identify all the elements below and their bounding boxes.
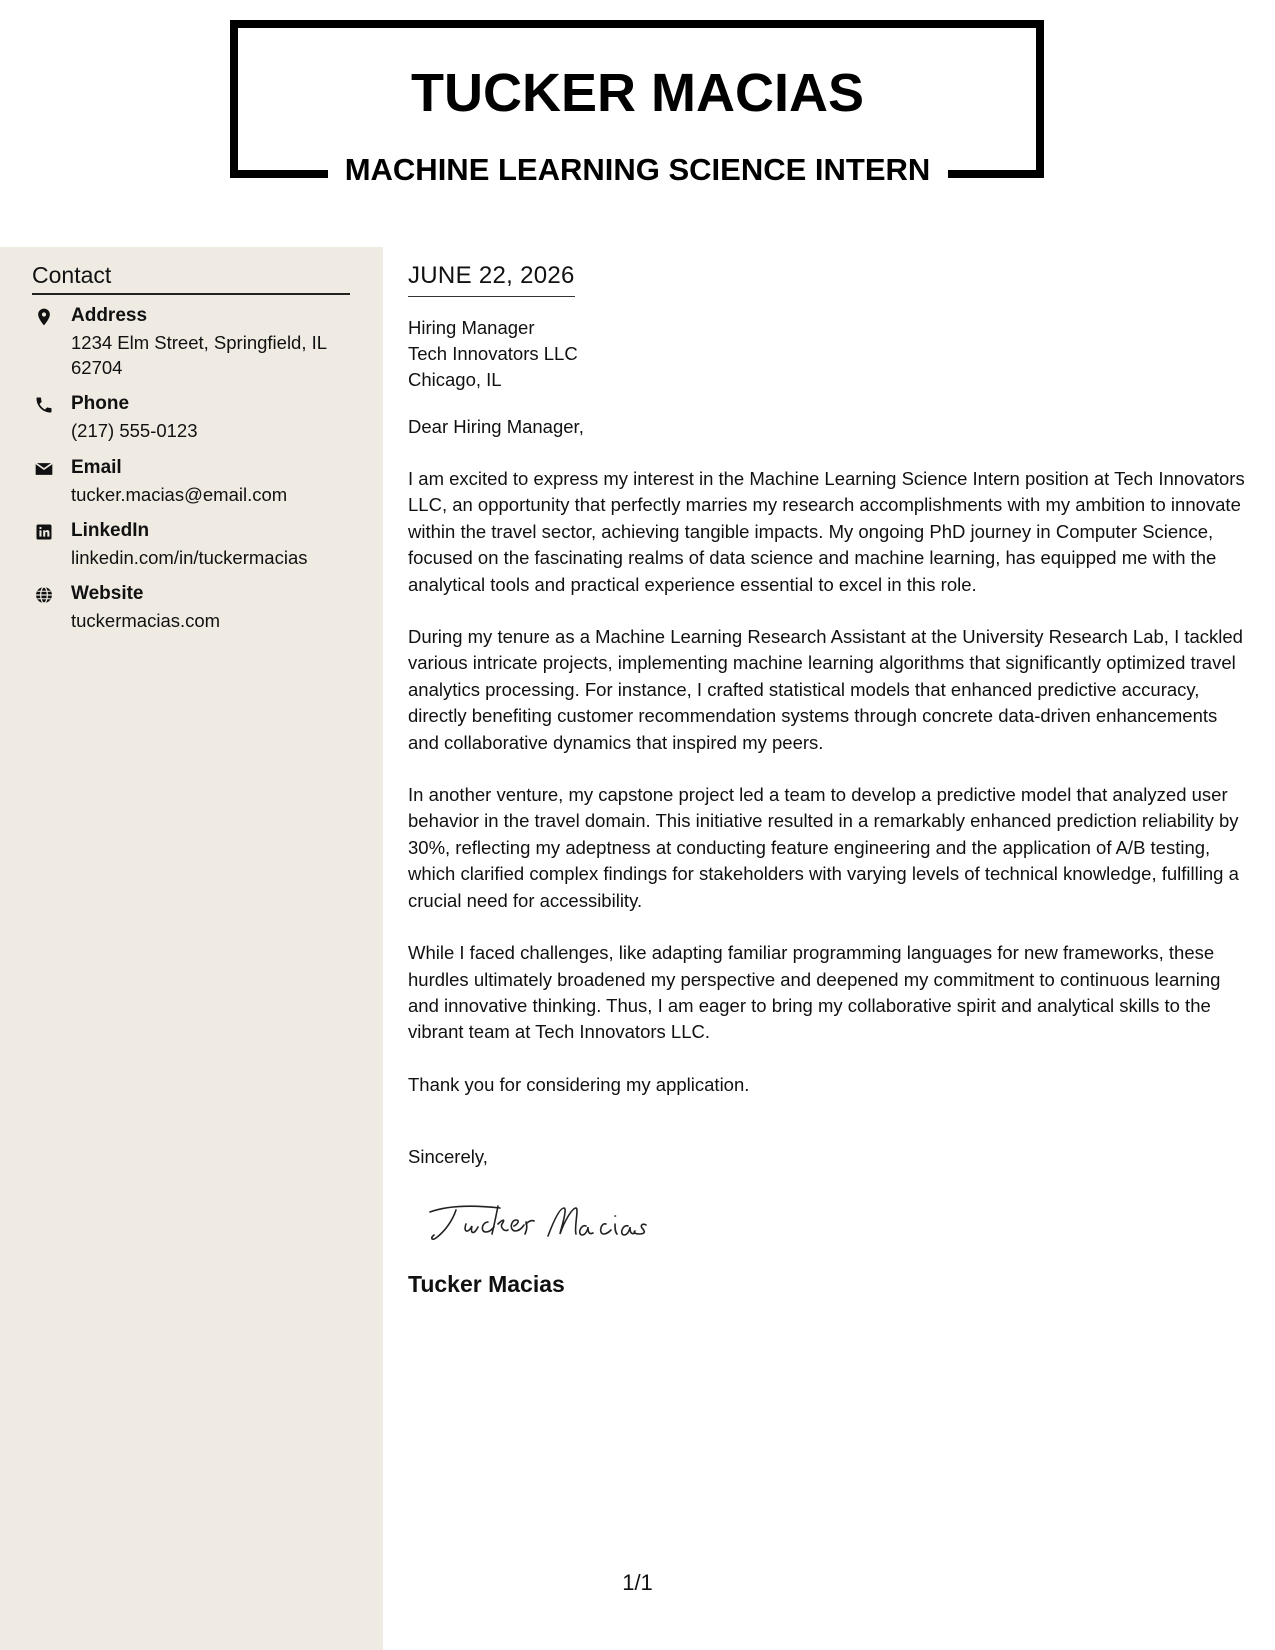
recipient-name: Hiring Manager [408, 317, 535, 338]
recipient-location: Chicago, IL [408, 369, 502, 390]
letter-date: JUNE 22, 2026 [408, 262, 575, 297]
paragraph-4: While I faced challenges, like adapting familiar programming languages for new frameworks, these hurdles ultimately broadened my perspective and deepened my commitment to continuous learning and innovative thinking. Thus, I am eager to bring my collaborative spirit and analytical skills to the vibrant team at Tech Innovators LLC. [408, 942, 1221, 1043]
linkedin-value[interactable]: linkedin.com/in/tuckermacias [71, 547, 308, 568]
phone-label: Phone [71, 393, 130, 414]
linkedin-icon [34, 522, 54, 542]
paragraph-1: I am excited to express my interest in the Machine Learning Science Intern position at Tech Innovators LLC, an opportunity that perfectly marries my research accomplishments with my ambition to innovate within the travel sector, achieving tangible impacts. My ongoing PhD journey in Computer Science, focused on the fascinating realms of data science and machine learning, has equipped me with the analytical tools and practical experience essential to excel in this role. [408, 468, 1245, 595]
address-value: 1234 Elm Street, Springfield, IL 62704 [71, 332, 327, 378]
globe-icon [34, 585, 54, 605]
envelope-icon [34, 459, 54, 479]
applicant-name: TUCKER MACIAS [411, 63, 864, 123]
recipient-block [408, 315, 1253, 393]
paragraph-2: During my tenure as a Machine Learning Research Assistant at the University Research Lab, I tackled various intricate projects, implementing machine learning algorithms that significantly optimized travel analytics processing. For instance, I crafted statistical models that enhanced predictive accuracy, directly benefiting customer recommendation systems through concrete data-driven enhancements and collaborative dynamics that inspired my peers. [408, 626, 1243, 753]
recipient-company: Tech Innovators LLC [408, 343, 578, 364]
page-number: 1/1 [622, 1570, 653, 1595]
phone-value: (217) 555-0123 [71, 420, 198, 441]
linkedin-label: LinkedIn [71, 520, 150, 541]
letter-body [408, 262, 1253, 1298]
paragraph-3: In another venture, my capstone project led a team to develop a predictive model that analyzed user behavior in the travel domain. This initiative resulted in a remarkably enhanced prediction reliability by 30%, reflecting my adeptness at conducting feature engineering and the application of A/B testing, which clarified complex findings for stakeholders with varying levels of technical knowledge, fulfilling a crucial need for accessibility. [408, 784, 1239, 911]
website-value[interactable]: tuckermacias.com [71, 610, 221, 631]
contact-heading: Contact [32, 262, 350, 295]
contact-sidebar [0, 247, 383, 1650]
address-label: Address [71, 305, 148, 326]
email-value[interactable]: tucker.macias@email.com [71, 484, 288, 505]
paragraph-thanks: Thank you for considering my application. [408, 1073, 750, 1095]
email-label: Email [71, 457, 122, 478]
signed-name: Tucker Macias [408, 1271, 565, 1298]
closing: Sincerely, [408, 1146, 488, 1168]
job-title: MACHINE LEARNING SCIENCE INTERN [344, 152, 931, 187]
website-label: Website [71, 583, 144, 604]
salutation: Dear Hiring Manager, [408, 416, 584, 437]
phone-icon [34, 395, 54, 415]
map-pin-icon [34, 307, 54, 327]
handwritten-signature [422, 1198, 662, 1248]
